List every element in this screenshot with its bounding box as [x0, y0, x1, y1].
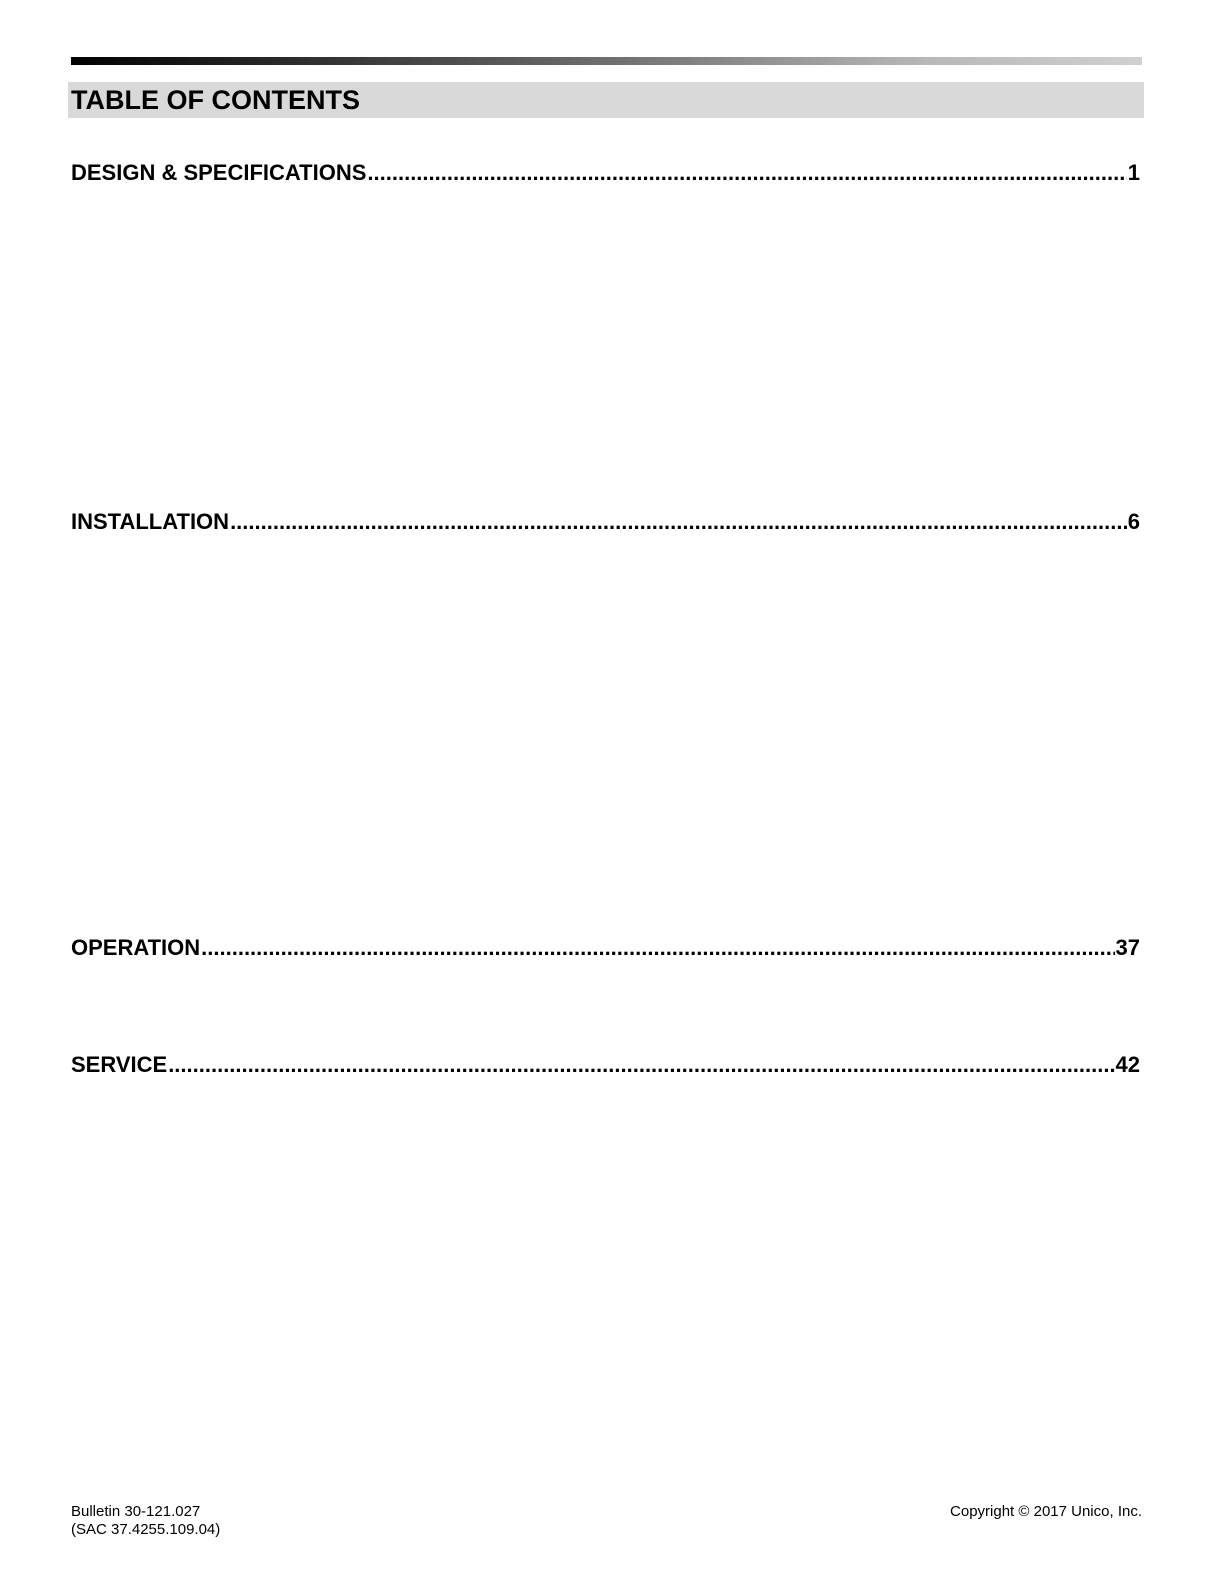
footer-bulletin-info — [71, 1503, 220, 1539]
toc-dot-leader — [168, 1050, 1114, 1080]
toc-dot-leader — [367, 158, 1126, 188]
title-band — [68, 82, 1144, 118]
toc-entry-label: SERVICE — [71, 1052, 168, 1077]
toc-entry-label: DESIGN & SPECIFICATIONS — [71, 160, 367, 185]
toc-entry-page-number: 6 — [1127, 509, 1140, 534]
toc-entry-service[interactable] — [71, 1050, 1140, 1080]
toc-entry-design-specifications[interactable] — [71, 158, 1140, 188]
toc-entry-installation[interactable] — [71, 507, 1140, 537]
toc-entry-page-number: 37 — [1115, 935, 1140, 960]
page-title: TABLE OF CONTENTS — [71, 85, 360, 115]
header-gradient-rule — [71, 57, 1142, 65]
footer-sac-number: (SAC 37.4255.109.04) — [71, 1521, 221, 1538]
toc-entry-page-number: 1 — [1127, 160, 1140, 185]
toc-dot-leader — [201, 933, 1114, 963]
footer-copyright: Copyright © 2017 Unico, Inc. — [950, 1503, 1142, 1520]
toc-entry-label: INSTALLATION — [71, 509, 230, 534]
footer-bulletin-number: Bulletin 30-121.027 — [71, 1503, 201, 1520]
toc-dot-leader — [230, 507, 1127, 537]
toc-entry-label: OPERATION — [71, 935, 201, 960]
toc-entry-operation[interactable] — [71, 933, 1140, 963]
toc-entry-page-number: 42 — [1115, 1052, 1140, 1077]
